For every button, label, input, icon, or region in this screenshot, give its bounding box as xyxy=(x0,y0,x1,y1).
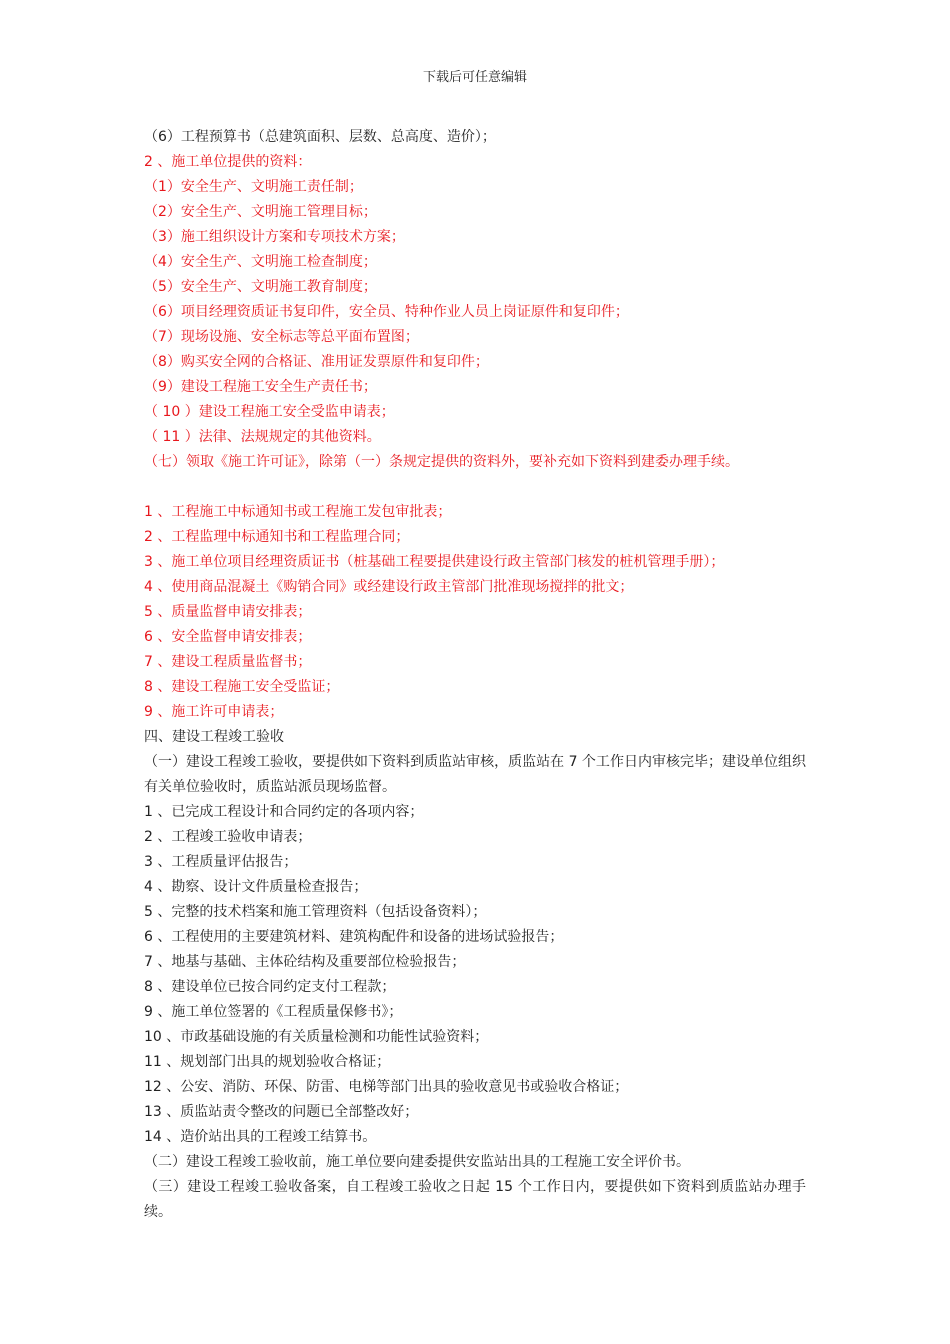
paragraph: （三）建设工程竣工验收备案，自工程竣工验收之日起 15 个工作日内，要提供如下资料到质监站办理手续。 xyxy=(144,1179,806,1220)
text-line: 6 、安全监督申请安排表； xyxy=(144,629,312,645)
text-line: 14 、造价站出具的工程竣工结算书。 xyxy=(144,1129,377,1145)
document-body xyxy=(144,125,806,1225)
text-line: （2）安全生产、文明施工管理目标； xyxy=(144,204,377,220)
text-line: 10 、市政基础设施的有关质量检测和功能性试验资料； xyxy=(144,1029,489,1045)
text-line: （6）项目经理资质证书复印件，安全员、特种作业人员上岗证原件和复印件； xyxy=(144,304,629,320)
text-line: 7 、地基与基础、主体砼结构及重要部位检验报告； xyxy=(144,954,466,970)
text-line: （6）工程预算书（总建筑面积、层数、总高度、造价）； xyxy=(144,129,496,145)
text-line: （二）建设工程竣工验收前，施工单位要向建委提供安监站出具的工程施工安全评价书。 xyxy=(144,1154,690,1170)
text-line: 2 、工程竣工验收申请表； xyxy=(144,829,312,845)
text-line: 1 、工程施工中标通知书或工程施工发包审批表； xyxy=(144,504,452,520)
text-line: 3 、工程质量评估报告； xyxy=(144,854,298,870)
text-line: 5 、完整的技术档案和施工管理资料（包括设备资料）； xyxy=(144,904,487,920)
text-line: （七）领取《施工许可证》，除第（一）条规定提供的资料外，要补充如下资料到建委办理手续。 xyxy=(144,454,739,470)
text-line: 8 、建设工程施工安全受监证； xyxy=(144,679,340,695)
text-line: 4 、使用商品混凝土《购销合同》或经建设行政主管部门批准现场搅拌的批文； xyxy=(144,579,634,595)
section-heading: 四、建设工程竣工验收 xyxy=(144,729,284,745)
text-line: （1）安全生产、文明施工责任制； xyxy=(144,179,363,195)
blank-line xyxy=(144,475,806,500)
text-line: （ 10 ）建设工程施工安全受监申请表； xyxy=(144,404,395,420)
text-line: 11 、规划部门出具的规划验收合格证； xyxy=(144,1054,391,1070)
text-line: 6 、工程使用的主要建筑材料、建筑构配件和设备的进场试验报告； xyxy=(144,929,564,945)
text-line: 3 、施工单位项目经理资质证书（桩基础工程要提供建设行政主管部门核发的桩机管理手册）； xyxy=(144,554,725,570)
text-line: 2 、施工单位提供的资料： xyxy=(144,154,312,170)
text-line: （5）安全生产、文明施工教育制度； xyxy=(144,279,377,295)
paragraph: （一）建设工程竣工验收，要提供如下资料到质监站审核，质监站在 7 个工作日内审核完毕；建设单位组织有关单位验收时，质监站派员现场监督。 xyxy=(144,754,806,795)
section-completion-acceptance xyxy=(144,800,806,1175)
text-line: （ 11 ）法律、法规规定的其他资料。 xyxy=(144,429,381,445)
page-header: 下载后可任意编辑 xyxy=(422,70,527,85)
text-line: 7 、建设工程质量监督书； xyxy=(144,654,312,670)
text-line: 2 、工程监理中标通知书和工程监理合同； xyxy=(144,529,410,545)
text-line: 13 、质监站责令整改的问题已全部整改好； xyxy=(144,1104,419,1120)
text-line: 9 、施工单位签署的《工程质量保修书》； xyxy=(144,1004,403,1020)
text-line: 9 、施工许可申请表； xyxy=(144,704,284,720)
section-permit-materials xyxy=(144,500,806,750)
text-line: （7）现场设施、安全标志等总平面布置图； xyxy=(144,329,419,345)
text-line: 8 、建设单位已按合同约定支付工程款； xyxy=(144,979,396,995)
text-line: 12 、公安、消防、环保、防雷、电梯等部门出具的验收意见书或验收合格证； xyxy=(144,1079,629,1095)
text-line: （3）施工组织设计方案和专项技术方案； xyxy=(144,229,405,245)
section-construction-unit-materials xyxy=(144,125,806,475)
text-line: （4）安全生产、文明施工检查制度； xyxy=(144,254,377,270)
text-line: （9）建设工程施工安全生产责任书； xyxy=(144,379,377,395)
text-line: 1 、已完成工程设计和合同约定的各项内容； xyxy=(144,804,424,820)
text-line: 5 、质量监督申请安排表； xyxy=(144,604,312,620)
text-line: 4 、勘察、设计文件质量检查报告； xyxy=(144,879,368,895)
text-line: （8）购买安全网的合格证、准用证发票原件和复印件； xyxy=(144,354,489,370)
